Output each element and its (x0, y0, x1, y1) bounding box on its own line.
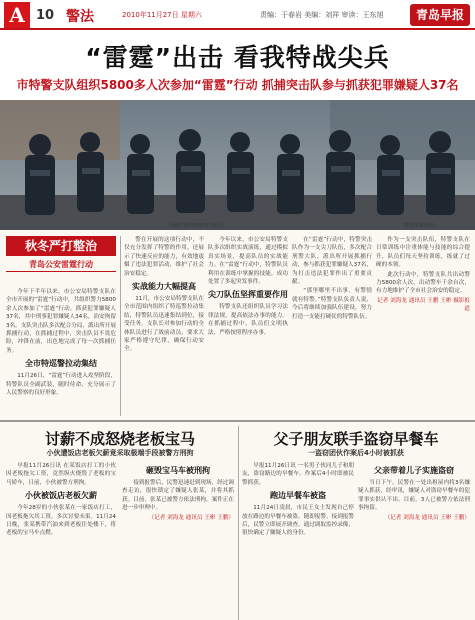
subheading: 尖刀队伍坚挥重要作用 (208, 290, 288, 300)
subheading: 跑边早餐车被盗 (270, 491, 326, 501)
section-name: 警法 (66, 9, 94, 25)
paragraph: 特警支队还组织队员学习法律法规，提高依法办事的能力。在抓捕过程中，队员们文明执法，严格按照程序办事。 (208, 304, 288, 336)
paragraph: 此次行动中，特警支队共出动警力5800余人次，出动警车千余台次，有力地维护了全市社会治安的稳定。 (376, 271, 470, 295)
paragraph: 今年以来，市公安局特警支队多次组织实战演练，通过模拟真实场景，提高队员的实战能力。在“雷霆”行动中，特警队员利用在训练中掌握的技能，成功处置了多起突发事件。 (208, 237, 288, 286)
newspaper-logo: 青岛早报 (410, 4, 470, 26)
story3-headline: 父子朋友联手盗窃早餐车 (273, 430, 439, 448)
subheading: 小伙被饭店老板欠薪 (25, 491, 97, 501)
paragraph: 在“雷霆”行动中，特警突击队作为一支尖刀队伍，多次配合刑警大队、派出所开展抓捕行动，参与抓获犯罪嫌疑人37名，为打击违法犯罪作出了重要贡献。 (292, 237, 372, 286)
story2-column-1 (6, 462, 116, 620)
photo-caption-left: 全副武装的特警突击队员。 (168, 223, 229, 229)
subheading: 砸毁宝马车被刑拘 (146, 466, 210, 475)
column-divider (238, 426, 239, 620)
paragraph: 警在开展的这项行动中，不仅充分发挥了特警的作用，还展示了快速反应的能力，有效地震慑了违法犯罪活动，维护了社会治安稳定。 (124, 237, 204, 277)
paragraph: 当日下午，民警在一处出租屋内将3名嫌疑人抓获，经审讯，嫌疑人对盗窃早餐车的犯罪事实供认不讳。目前，3人已被警方依法刑事拘留。 (358, 480, 470, 512)
photo-caption-right: 特警集体待命。 (404, 223, 440, 229)
section-letter: A (4, 2, 30, 28)
lead-column-4 (292, 236, 372, 416)
paragraph: 今年28岁的小伙张某在一家饭店打工，因老板拖欠其工资，多次讨要未果。11月24日晚，张某携带汽油来到老板住处楼下，将老板的宝马车点燃。 (6, 505, 116, 537)
paragraph: 11月26日，“雷霆”行动进入攻坚阶段，特警队员全副武装，随时待命，充分展示了人民警察的良好形象。 (6, 373, 116, 397)
story3-subheadline: 一盗窃团伙作案后4小时被抓获 (308, 449, 404, 457)
story3-column-2 (358, 462, 470, 620)
issue-date: 2010年11月27日 星期六 (122, 11, 202, 19)
banner-subtitle: 青岛公安雷霆行动 (6, 258, 116, 272)
byline: （记者 刘海龙 通讯员 王彬 王鹏） (384, 514, 470, 521)
lower-section (0, 420, 475, 620)
subheading: 实战能力大幅提高 (132, 282, 196, 292)
page-number: 10 (36, 8, 55, 23)
byline: （记者 刘海龙 通讯员 王彬 王鹏） (148, 514, 234, 521)
paragraph: 作为一支突击队伍，特警支队在日常训练中注重体能与技能的综合提升，队员们每天坚持训练，练就了过硬的本领。 (376, 237, 470, 269)
paragraph: 早报11月26日讯 一名男子伙同儿子和朋友，盗窃路边的早餐车，作案后4小时即被民警抓获。 (242, 463, 354, 486)
story2-headline: 讨薪不成怒烧老板宝马 (44, 430, 195, 448)
story2-column-2 (122, 462, 234, 620)
lead-column-3 (208, 236, 288, 416)
paragraph: 11月24日凌晨，市民王女士发现自己停放在路边的早餐车被盗，随即报警。接到报警后，民警立即展开调查，通过调取监控录像，很快确定了嫌疑人的身份。 (242, 505, 354, 537)
byline: 记者 刘海龙 通讯员 王鹏 王彬 摄影报道 (377, 297, 470, 313)
campaign-banner (6, 236, 116, 284)
lead-column-2 (124, 236, 204, 416)
column-divider (120, 236, 121, 416)
story2-subheadline: 小伙遭饭店老板欠薪竟采取极端手段被警方刑拘 (46, 449, 194, 457)
lead-photo (0, 100, 475, 230)
paragraph: “那里哪里不出事，有警情就有特警。”特警支队负责人说，今后将继续加强队伍建设，努力打造一支能打硬仗的特警队伍。 (292, 288, 372, 320)
paragraph: 11月，市公安局特警支队在全市范围内组织了特巡警拉动集结，特警队员迅速集结到位，接受任务。支队长对参加行动的全体队员进行了战前动员，要求大家严格遵守纪律，确保行动安全。 (124, 296, 204, 353)
lead-column-5 (376, 236, 470, 416)
lead-column-1 (6, 288, 116, 416)
page-header (0, 0, 475, 30)
paragraph: 接到报警后，民警迅速赶到现场，经过调查走访，很快锁定了嫌疑人张某，并将其抓获。目前，张某已被警方依法刑拘，案件正在进一步审理中。 (122, 480, 234, 512)
editor-credits: 责编：于春岩 美编：刘祥 审读：王东旭 (260, 11, 384, 19)
police-photo-image (0, 100, 475, 230)
paragraph: 早报11月26日讯 在某饭店打工的小伙因老板拖欠工资，竟然纵火烧毁了老板的宝马轿车，日前，小伙被警方刑拘。 (6, 463, 116, 486)
headline-subtitle: 市特警支队组织5800多人次参加“雷霆”行动 抓捕突击队参与抓获犯罪嫌疑人37名 (16, 78, 459, 92)
subheading: 父亲带着儿子实施盗窃 (374, 466, 454, 475)
banner-title: 秋冬严打整治 (6, 236, 116, 256)
headline-block (0, 30, 475, 100)
subheading: 全市特巡警拉动集结 (25, 359, 97, 369)
main-headline: “雷霆”出击 看我特战尖兵 (85, 43, 390, 72)
paragraph: 今年下半年以来，市公安局特警支队在全市开展的“雷霆”行动中，共组织警力5800余人次参加了“雷霆”行动，抓获犯罪嫌疑人37名，其中刑事犯罪嫌疑人34名，治安拘留3名。支队突击队多次配合分局、派出所开展抓捕行动，在抓捕过程中，突击队员不畏危险，冲锋在前，出色地完成了每一次抓捕任务。 (6, 289, 116, 354)
story3-column-1 (242, 462, 354, 620)
